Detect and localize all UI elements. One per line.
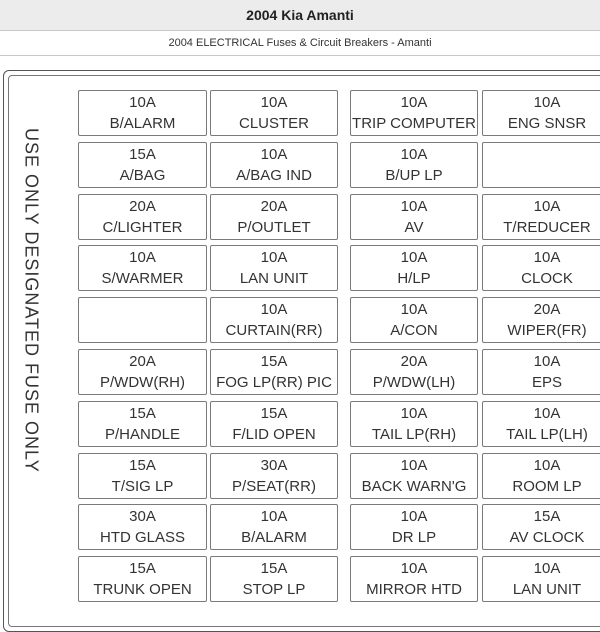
- fuse-slot: [210, 90, 338, 136]
- fuse-slot: [350, 245, 478, 291]
- fuse-slot: [210, 194, 338, 240]
- fuse-rating: 10A: [400, 94, 428, 111]
- fuse-circuit-name: HTD GLASS: [99, 529, 186, 547]
- fuse-rating: 10A: [533, 560, 561, 578]
- fuse-slot: [210, 297, 338, 343]
- fuse-circuit-name: BACK WARN'G: [361, 477, 467, 495]
- fuse-circuit-name: TRUNK OPEN: [93, 581, 192, 599]
- fuse-circuit-name: WIPER(FR): [507, 322, 587, 340]
- fuse-circuit-name: STOP LP: [242, 581, 306, 599]
- fuse-rating: 10A: [400, 560, 428, 578]
- fuse-circuit-name: B/ALARM: [241, 529, 307, 547]
- fuse-rating: 20A: [400, 353, 428, 370]
- fuse-circuit-name: AV CLOCK: [509, 529, 585, 547]
- fuse-circuit-name: P/SEAT(RR): [232, 477, 316, 495]
- fuse-circuit-name: A/BAG IND: [236, 166, 312, 184]
- fuse-circuit-name: A/BAG: [119, 166, 166, 184]
- fuse-rating: 10A: [260, 94, 288, 111]
- fuse-warning-text: USE ONLY DESIGNATED FUSE ONLY: [21, 127, 42, 473]
- page-title-text: 2004 Kia Amanti: [246, 7, 354, 23]
- fuse-rating: 10A: [260, 249, 288, 267]
- fuse-circuit-name: F/LID OPEN: [232, 425, 316, 443]
- fuse-rating: 10A: [400, 456, 428, 474]
- fuse-slot: [210, 401, 338, 447]
- fuse-rating: 10A: [260, 508, 288, 526]
- fuse-slot: [78, 194, 207, 240]
- fuse-rating: 10A: [400, 508, 428, 526]
- fuse-slot: [482, 194, 600, 240]
- fuse-rating: 10A: [400, 249, 428, 267]
- fuse-slot: [482, 453, 600, 499]
- fuse-circuit-name: P/HANDLE: [104, 425, 181, 443]
- fuse-circuit-name: H/LP: [397, 270, 431, 288]
- fuse-slot: [350, 90, 478, 136]
- fuse-circuit-name: AV: [404, 218, 424, 236]
- fuse-slot: [78, 504, 207, 550]
- fuse-slot: [482, 245, 600, 291]
- fuse-rating: 15A: [260, 353, 288, 370]
- fuse-rating: 10A: [533, 456, 561, 474]
- fuse-slot: [482, 556, 600, 602]
- fuse-rating: 20A: [533, 301, 561, 319]
- fuse-circuit-name: B/UP LP: [385, 166, 443, 184]
- fuse-slot: [210, 349, 338, 395]
- fuse-rating: 20A: [129, 197, 156, 215]
- fuse-circuit-name: P/WDW(RH): [100, 374, 185, 391]
- fuse-circuit-name: B/ALARM: [109, 115, 176, 132]
- fuse-circuit-name: CLUSTER: [238, 115, 309, 132]
- fuse-slot: [350, 297, 478, 343]
- fuse-circuit-name: DR LP: [391, 529, 437, 547]
- fuse-circuit-name: EPS: [531, 374, 562, 391]
- fuse-slot: [482, 297, 600, 343]
- fuse-circuit-name: MIRROR HTD: [366, 581, 462, 599]
- fuse-circuit-name: CLOCK: [521, 270, 573, 288]
- fuse-slot: [210, 453, 338, 499]
- fuse-slot: [350, 504, 478, 550]
- fuse-circuit-name: TRIP COMPUTER: [352, 115, 476, 132]
- fuse-slot: [78, 245, 207, 291]
- fuse-slot: [78, 453, 207, 499]
- fuse-slot: [482, 504, 600, 550]
- fuse-rating: 10A: [400, 145, 428, 163]
- fuse-circuit-name: LAN UNIT: [512, 581, 582, 599]
- fuse-rating: 15A: [260, 404, 288, 422]
- fuse-rating: 30A: [260, 456, 288, 474]
- fuse-circuit-name: FOG LP(RR) PIC: [216, 374, 332, 391]
- fuse-rating: 10A: [533, 249, 561, 267]
- fuse-slot: [78, 556, 207, 602]
- fuse-rating: 15A: [129, 560, 156, 578]
- fuse-rating: 10A: [400, 404, 428, 422]
- fuse-slot: [482, 90, 600, 136]
- fuse-slot: [482, 349, 600, 395]
- fuse-slot: [78, 349, 207, 395]
- fuse-rating: 10A: [533, 94, 561, 111]
- fuse-slot: [482, 401, 600, 447]
- fuse-rating: 15A: [129, 145, 156, 163]
- fuse-rating: 15A: [129, 404, 156, 422]
- fuse-circuit-name: S/WARMER: [101, 270, 184, 288]
- fuse-rating: 10A: [400, 301, 428, 319]
- fuse-circuit-name: T/SIG LP: [111, 477, 174, 495]
- fuse-rating: 10A: [129, 249, 156, 267]
- page-subtitle: [0, 31, 600, 56]
- fuse-slot-empty: [78, 297, 207, 343]
- fuse-rating: 10A: [533, 404, 561, 422]
- fuse-circuit-name: ENG SNSR: [507, 115, 587, 132]
- fuse-slot: [350, 453, 478, 499]
- fuse-slot: [210, 142, 338, 188]
- fuse-slot: [350, 142, 478, 188]
- fuse-circuit-name: LAN UNIT: [239, 270, 309, 288]
- fuse-rating: 10A: [260, 301, 288, 319]
- fuse-warning-label: [6, 100, 56, 500]
- fuse-slot: [210, 556, 338, 602]
- fuse-slot: [350, 401, 478, 447]
- fuse-slot: [350, 556, 478, 602]
- fuse-rating: 30A: [129, 508, 156, 526]
- fuse-slot: [210, 504, 338, 550]
- fuse-circuit-name: P/WDW(LH): [372, 374, 456, 391]
- fuse-slot: [350, 349, 478, 395]
- fuse-circuit-name: C/LIGHTER: [102, 218, 183, 236]
- fuse-rating: 15A: [533, 508, 561, 526]
- fuse-rating: 15A: [129, 456, 156, 474]
- fuse-rating: 15A: [260, 560, 288, 578]
- page-subtitle-text: 2004 ELECTRICAL Fuses & Circuit Breakers - Amanti: [168, 37, 432, 49]
- fuse-slot: [350, 194, 478, 240]
- fuse-rating: 10A: [533, 197, 561, 215]
- fuse-rating: 10A: [260, 145, 288, 163]
- fuse-circuit-name: T/REDUCER: [503, 218, 591, 236]
- fuse-circuit-name: TAIL LP(LH): [506, 425, 588, 443]
- fuse-circuit-name: CURTAIN(RR): [225, 322, 323, 340]
- fuse-circuit-name: TAIL LP(RH): [371, 425, 457, 443]
- fuse-slot: [78, 142, 207, 188]
- page-title: [0, 0, 600, 31]
- fuse-rating: 20A: [260, 197, 288, 215]
- fuse-rating: 10A: [400, 197, 428, 215]
- fuse-slot-empty: [482, 142, 600, 188]
- fuse-rating: 10A: [533, 353, 561, 370]
- fuse-circuit-name: ROOM LP: [512, 477, 582, 495]
- fuse-rating: 10A: [129, 94, 156, 111]
- fuse-slot: [210, 245, 338, 291]
- fuse-slot: [78, 401, 207, 447]
- fuse-circuit-name: P/OUTLET: [237, 218, 311, 236]
- fuse-circuit-name: A/CON: [390, 322, 438, 340]
- fuse-slot: [78, 90, 207, 136]
- fuse-rating: 20A: [129, 353, 156, 370]
